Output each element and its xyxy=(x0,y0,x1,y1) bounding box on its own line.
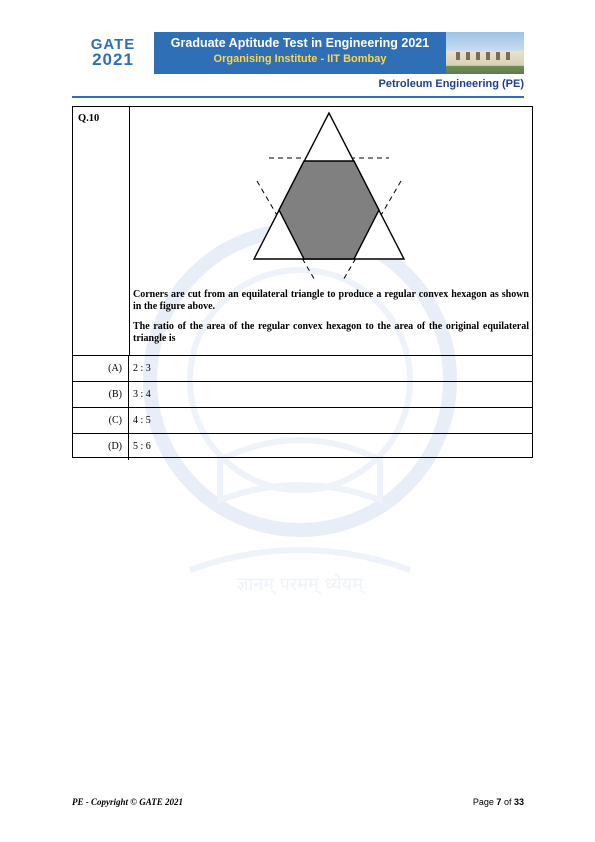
option-letter: (A) xyxy=(73,356,129,382)
option-letter: (D) xyxy=(73,434,129,460)
option-row-c xyxy=(73,407,532,434)
triangle-hexagon-figure xyxy=(223,109,423,291)
header-banner xyxy=(72,32,524,74)
header-divider xyxy=(72,96,524,98)
question-text-2: The ratio of the area of the regular convex hexagon to the area of the original equilateral triangle is xyxy=(133,321,529,344)
logo-year-text: 2021 xyxy=(92,50,134,69)
campus-building-image xyxy=(446,32,524,74)
banner-subtitle: Organising Institute - IIT Bombay xyxy=(213,53,387,65)
svg-text:ज्ञानम् परमम् ध्येयम्: ज्ञानम् परमम् ध्येयम् xyxy=(237,574,363,595)
option-letter: (C) xyxy=(73,408,129,434)
question-text-1: Corners are cut from an equilateral triangle to produce a regular convex hexagon as shown in the figure above. xyxy=(133,289,529,312)
option-row-b xyxy=(73,381,532,408)
question-number-cell xyxy=(73,107,130,355)
gate-logo xyxy=(72,32,154,74)
option-text: 4 : 5 xyxy=(133,415,151,426)
option-letter: (B) xyxy=(73,382,129,408)
page-word: Page xyxy=(472,797,494,807)
footer-page-number xyxy=(473,797,524,807)
option-text: 2 : 3 xyxy=(133,363,151,374)
option-text: 5 : 6 xyxy=(133,441,151,452)
page-current: 7 xyxy=(496,797,502,807)
page-total: 33 xyxy=(513,797,524,807)
option-row-a xyxy=(73,355,532,382)
logo-gate-text: GATE xyxy=(90,36,136,53)
question-table xyxy=(72,106,533,458)
paper-name: Petroleum Engineering (PE) xyxy=(378,78,524,90)
question-number: Q.10 xyxy=(78,113,100,124)
page-of: of xyxy=(503,797,512,807)
option-text: 3 : 4 xyxy=(133,389,151,400)
banner-title: Graduate Aptitude Test in Engineering 2021 xyxy=(170,36,430,50)
option-row-d xyxy=(73,433,532,460)
footer-copyright: PE - Copyright © GATE 2021 xyxy=(72,797,183,807)
